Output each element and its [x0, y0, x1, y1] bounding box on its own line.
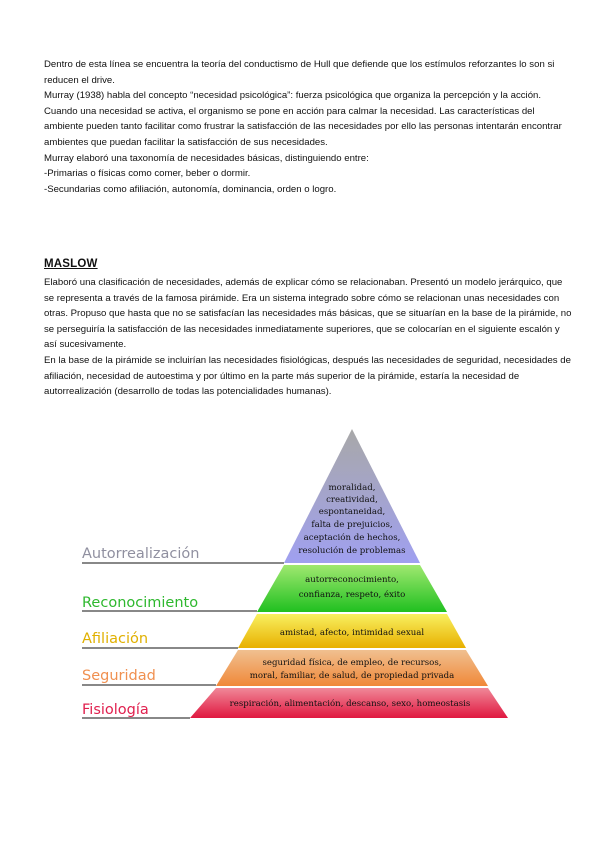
- need-text: autorreconocimiento,: [305, 575, 399, 585]
- need-text: moral, familiar, de salud, de propiedad privada: [249, 671, 455, 681]
- need-text: seguridad física, de empleo, de recursos,: [262, 658, 442, 668]
- paragraph: Murray (1938) habla del concepto “necesidad psicológica”: fuerza psicológica que organiza la percepción y la acción.: [44, 90, 542, 102]
- list-item: -Primarias o físicas como comer, beber o dormir.: [44, 168, 251, 180]
- section-heading: MASLOW: [44, 258, 98, 270]
- need-text: aceptación de hechos,: [303, 533, 401, 543]
- paragraph: Dentro de esta línea se encuentra la teoría del conductismo de Hull que defiende que los estímulos reforzantes lo son si reducen el drive.: [44, 59, 555, 86]
- need-text: creatividad,: [326, 495, 378, 505]
- need-text: respiración, alimentación, descanso, sexo, homeostasis: [229, 699, 471, 709]
- paragraph: Elaboró una clasificación de necesidades, además de explicar cómo se relacionaban. Presentó un modelo jerárquico, que se representa a través de la famosa pirámide. Era un sistema integrado sobre cómo se relacionan unas necesidades con otras. Propuso que hasta que no se satisfacían las necesidades más básicas, que se situarían en la base de la pirámide, no se perseguiría la satisfacción de las necesidades inmediatamente superiores, que se colocarían en el siguiente escalón y así sucesivamente.: [44, 277, 572, 351]
- list-item: -Secundarias como afiliación, autonomía, dominancia, orden o logro.: [44, 183, 337, 195]
- paragraph: Cuando una necesidad se activa, el organismo se pone en acción para calmar la necesidad. Las características del ambiente pueden tanto facilitar como frustrar la satisfacción de las necesidades por ello las personas intentarán encontrar ambientes que puedan facilitar la satisfacción de sus necesidades.: [44, 105, 562, 148]
- need-text: falta de prejuicios,: [311, 520, 393, 530]
- paragraph: En la base de la pirámide se incluirían las necesidades fisiológicas, después las necesidades de seguridad, necesidades de afiliación, necesidad de autoestima y por último en la parte más superior de la pirámide, estaría la necesidad de autorrealización (desarrollo de todas las potencialidades humanas).: [44, 354, 571, 398]
- level-label-afiliacion: Afiliación: [82, 631, 149, 647]
- level-label-fisiologia: Fisiología: [82, 702, 149, 718]
- level-label-seguridad: Seguridad: [82, 668, 156, 684]
- need-text: confianza, respeto, éxito: [298, 590, 406, 600]
- pyramid-level-reconocimiento: [257, 565, 447, 612]
- need-text: moralidad,: [328, 483, 376, 493]
- need-text: amistad, afecto, intimidad sexual: [279, 628, 425, 638]
- need-text: espontaneidad,: [318, 507, 386, 517]
- need-text: resolución de problemas: [298, 546, 406, 556]
- paragraph: Murray elaboró una taxonomía de necesidades básicas, distinguiendo entre:: [44, 152, 369, 164]
- level-label-autorrealizacion: Autorrealización: [82, 546, 200, 562]
- level-label-reconocimiento: Reconocimiento: [82, 595, 199, 611]
